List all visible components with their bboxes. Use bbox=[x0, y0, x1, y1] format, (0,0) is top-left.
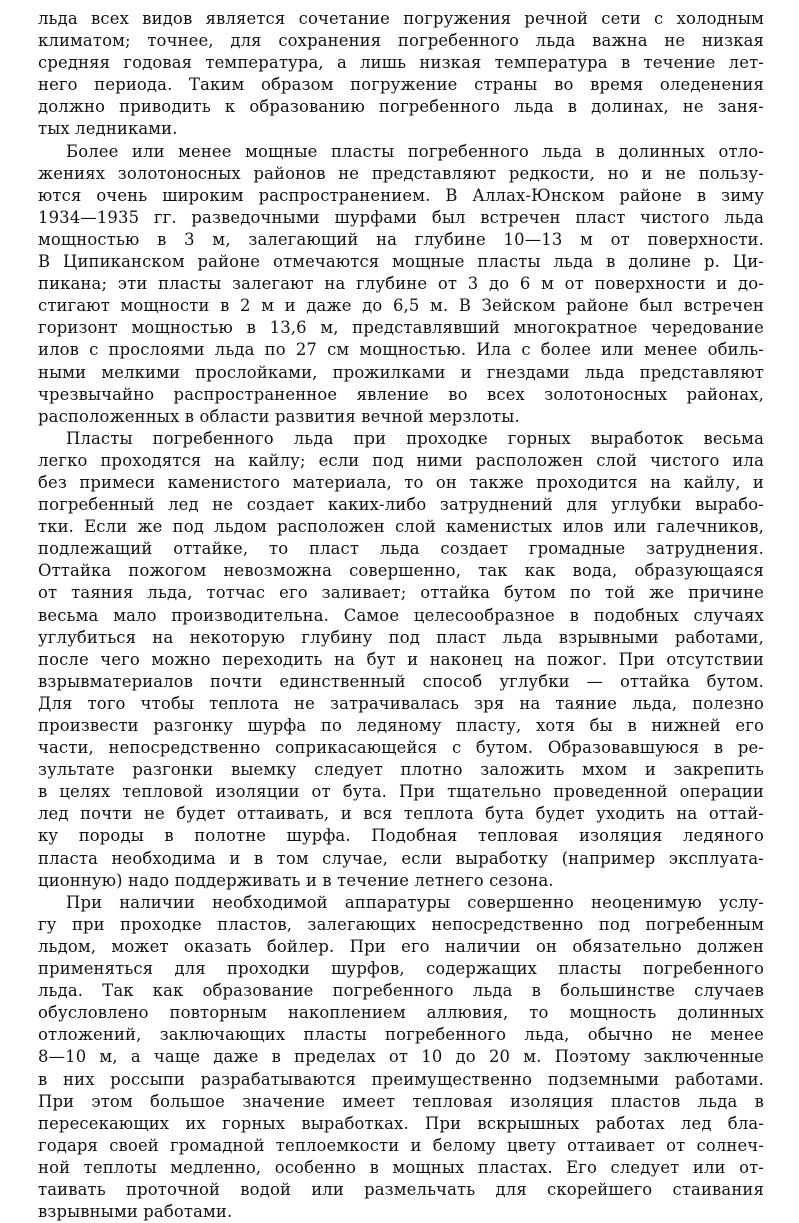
text-line: углубиться на некоторую глубину под пласт льда взрывными работами, bbox=[38, 627, 764, 647]
text-line: после чего можно переходить на бут и наконец на пожог. При отсутствии bbox=[38, 649, 764, 669]
text-line: весьма мало производительна. Самое целесообразное в подобных случаях bbox=[38, 605, 764, 625]
text-line: В Ципиканском районе отмечаются мощные пласты льда в долине р. Ци- bbox=[38, 252, 764, 272]
text-line: пикана; эти пласты залегают на глубине от 3 до 6 м от поверхности и до- bbox=[38, 274, 764, 294]
text-line: мощностью в 3 м, залегающий на глубине 10—13 м от поверхности. bbox=[38, 229, 764, 249]
text-line: лед почти не будет оттаивать, и вся теплота бута будет уходить на оттай- bbox=[38, 804, 764, 824]
text-line: жениях золотоносных районов не представляют редкости, но и не пользу- bbox=[38, 163, 764, 183]
text-line: Для того чтобы теплота не затрачивалась зря на таяние льда, полезно bbox=[38, 693, 764, 713]
text-line: горизонт мощностью в 13,6 м, представлявший многократное чередование bbox=[38, 318, 764, 338]
text-line: расположенных в области развития вечной мерзлоты. bbox=[38, 406, 520, 426]
text-line: ными мелкими прослойками, прожилками и гнездами льда представляют bbox=[38, 362, 764, 382]
text-line: 8—10 м, а чаще даже в пределах от 10 до 20 м. Поэтому заключенные bbox=[38, 1047, 764, 1067]
text-line: подлежащий оттайке, то пласт льда создает громадные затруднения. bbox=[38, 539, 764, 559]
text-line: погребенный лед не создает каких-либо затруднений для углубки вырабо- bbox=[38, 495, 764, 515]
text-line: тых ледниками. bbox=[38, 119, 178, 139]
paragraph-1 bbox=[38, 8, 764, 141]
text-line: от таяния льда, тотчас его заливает; оттайка бутом по той же причине bbox=[38, 583, 764, 603]
text-line: без примеси каменистого материала, то он также проходится на кайлу, и bbox=[38, 472, 764, 492]
text-line: тки. Если же под льдом расположен слой каменистых илов или галечников, bbox=[38, 517, 764, 537]
text-line: При этом большое значение имеет тепловая изоляция пластов льда в bbox=[38, 1091, 764, 1111]
text-line: льда всех видов является сочетание погружения речной сети с холодным bbox=[38, 9, 764, 28]
text-line: применяться для проходки шурфов, содержащих пласты погребенного bbox=[38, 959, 764, 979]
text-line: чрезвычайно распространенное явление во всех золотоносных районах, bbox=[38, 384, 764, 404]
text-line: ются очень широким распространением. В Аллах-Юнском районе в зиму bbox=[38, 185, 764, 205]
text-line: легко проходятся на кайлу; если под ними расположен слой чистого ила bbox=[38, 450, 764, 470]
text-line: 1934—1935 гг. разведочными шурфами был встречен пласт чистого льда bbox=[38, 207, 764, 227]
text-line: климатом; точнее, для сохранения погребенного льда важна не низкая bbox=[38, 31, 764, 51]
text-line: льдом, может оказать бойлер. При его наличии он обязательно должен bbox=[38, 936, 764, 956]
text-line: ку породы в полотне шурфа. Подобная тепловая изоляция ледяного bbox=[38, 826, 764, 846]
text-line: обусловлено повторным накоплением аллювия, то мощность долинных bbox=[38, 1003, 764, 1023]
text-line: пересекающих их горных выработках. При вскрышных работах лед бла- bbox=[38, 1113, 764, 1133]
page-text bbox=[38, 8, 764, 1223]
text-line: илов с прослоями льда по 27 см мощностью. Ила с более или менее обиль- bbox=[38, 340, 764, 360]
text-line: пласта необходима и в том случае, если выработку (например эксплуата- bbox=[38, 848, 764, 868]
text-line: льда. Так как образование погребенного льда в большинстве случаев bbox=[38, 981, 764, 1001]
text-line: зультате разгонки выемку следует плотно заложить мхом и закрепить bbox=[38, 760, 764, 780]
paragraph-4 bbox=[38, 892, 764, 1223]
text-line: взрывматериалов почти единственный способ углубки — оттайка бутом. bbox=[38, 671, 764, 691]
text-line: Оттайка пожогом невозможна совершенно, так как вода, образующаяся bbox=[38, 561, 764, 581]
paragraph-2 bbox=[38, 141, 764, 428]
text-line: средняя годовая температура, а лишь низкая температура в течение лет- bbox=[38, 53, 764, 73]
text-line: Пласты погребенного льда при проходке горных выработок весьма bbox=[66, 428, 764, 448]
text-line: произвести разгонку шурфа по ледяному пласту, хотя бы в нижней его bbox=[38, 716, 764, 735]
text-line: взрывными работами. bbox=[38, 1202, 233, 1222]
text-line: части, непосредственно соприкасающейся с бутом. Образовавшуюся в ре- bbox=[38, 738, 764, 758]
text-line: него периода. Таким образом погружение страны во время оледенения bbox=[38, 75, 764, 95]
text-line: ной теплоты медленно, особенно в мощных пластах. Его следует или от- bbox=[38, 1157, 764, 1177]
text-line: отложений, заключающих пласты погребенного льда, обычно не менее bbox=[38, 1025, 764, 1045]
text-line: таивать проточной водой или размельчать для скорейшего стаивания bbox=[38, 1179, 764, 1199]
text-line: должно приводить к образованию погребенного льда в долинах, не заня- bbox=[38, 97, 764, 117]
text-line: ционную) надо поддерживать и в течение летнего сезона. bbox=[38, 870, 554, 890]
text-line: стигают мощности в 2 м и даже до 6,5 м. В Зейском районе был встречен bbox=[38, 296, 764, 316]
text-line: годаря своей громадной теплоемкости и белому цвету оттаивает от солнеч- bbox=[38, 1135, 764, 1155]
text-line: При наличии необходимой аппаратуры совершенно неоценимую услу- bbox=[66, 892, 764, 912]
text-line: в целях тепловой изоляции от бута. При тщательно проведенной операции bbox=[38, 782, 764, 802]
text-line: Более или менее мощные пласты погребенного льда в долинных отло- bbox=[66, 141, 764, 161]
text-line: гу при проходке пластов, залегающих непосредственно под погребенным bbox=[38, 914, 764, 934]
text-line: в них россыпи разрабатываются преимущественно подземными работами. bbox=[38, 1069, 764, 1089]
paragraph-3 bbox=[38, 428, 764, 892]
